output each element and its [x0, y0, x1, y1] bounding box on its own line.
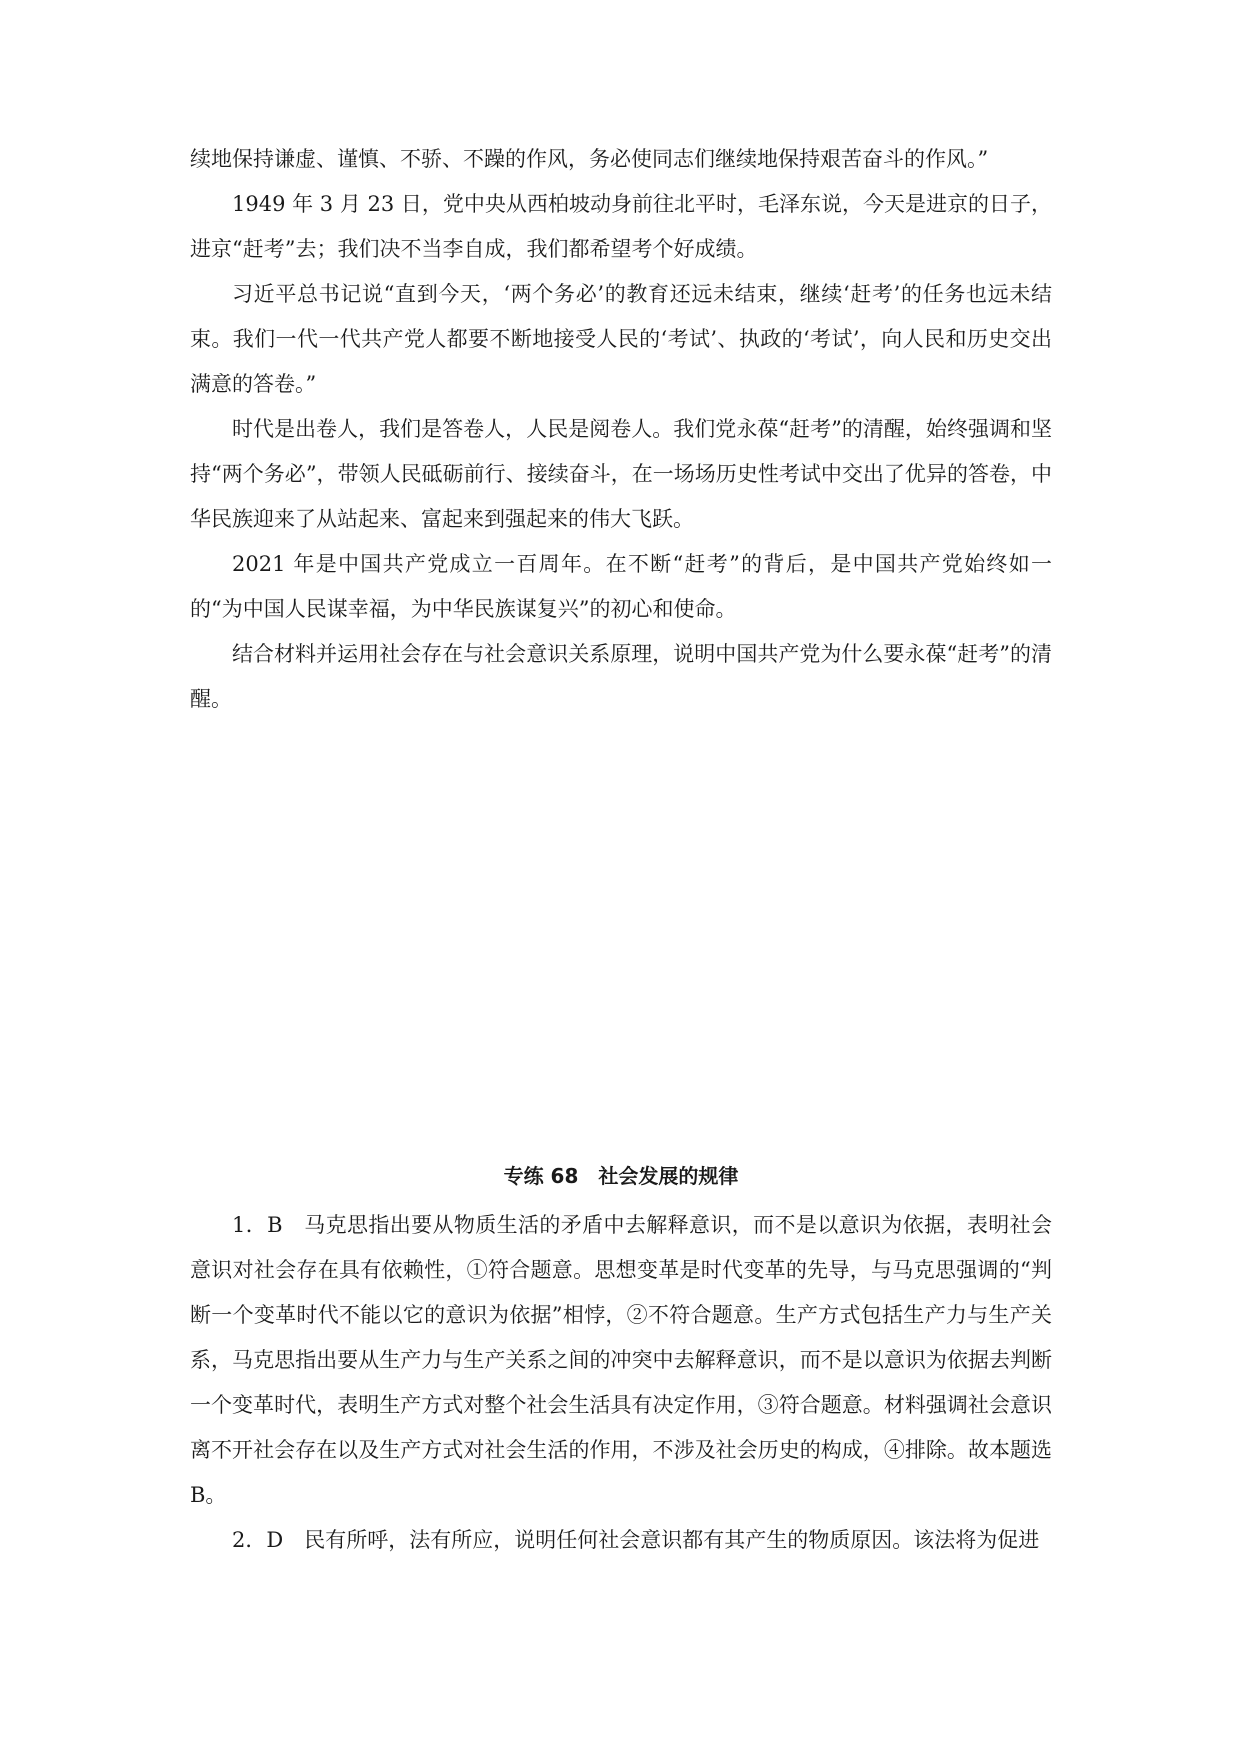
material-paragraph-3: 习近平总书记说“直到今天，‘两个务必’的教育还远未结束，继续‘赶考’的任务也远未结束。我们一代一代共产党人都要不断地接受人民的‘考试’、执政的‘考试’，向人民和历史交出满意的答卷。”: [190, 282, 1052, 396]
material-paragraph-1: 续地保持谦虚、谨慎、不骄、不躁的作风，务必使同志们继续地保持艰苦奋斗的作风。”: [190, 147, 989, 171]
material-paragraph-4: 时代是出卷人，我们是答卷人，人民是阅卷人。我们党永葆“赶考”的清醒，始终强调和坚持“两个务必”，带领人民砥砺前行、接续奋斗，在一场场历史性考试中交出了优异的答卷，中华民族迎来了从站起来、富起来到强起来的伟大飞跃。: [190, 417, 1052, 531]
section-title: 专练 68 社会发展的规律: [503, 1164, 739, 1188]
answer-item-1: 1．B 马克思指出要从物质生活的矛盾中去解释意识，而不是以意识为依据，表明社会意识对社会存在具有依赖性，①符合题意。思想变革是时代变革的先导，与马克思强调的“判断一个变革时代不能以它的意识为依据”相悖，②不符合题意。生产方式包括生产力与生产关系，马克思指出要从生产力与生产关系之间的冲突中去解释意识，而不是以意识为依据去判断一个变革时代，表明生产方式对整个社会生活具有决定作用，③符合题意。材料强调社会意识离不开社会存在以及生产方式对社会生活的作用，不涉及社会历史的构成，④排除。故本题选 B。: [190, 1213, 1052, 1507]
material-paragraph-5: 2021 年是中国共产党成立一百周年。在不断“赶考”的背后，是中国共产党始终如一的“为中国人民谋幸福，为中华民族谋复兴”的初心和使命。: [190, 552, 1052, 621]
answer-section: [190, 1203, 1052, 1563]
question-prompt: 结合材料并运用社会存在与社会意识关系原理，说明中国共产党为什么要永葆“赶考”的清醒。: [190, 642, 1052, 711]
answer-item-2: 2．D 民有所呼，法有所应，说明任何社会意识都有其产生的物质原因。该法将为促进: [232, 1528, 1040, 1552]
material-paragraph-2: 1949 年 3 月 23 日，党中央从西柏坡动身前往北平时，毛泽东说，今天是进京的日子，进京“赶考”去；我们决不当李自成，我们都希望考个好成绩。: [190, 192, 1052, 261]
material-section: [190, 137, 1052, 722]
